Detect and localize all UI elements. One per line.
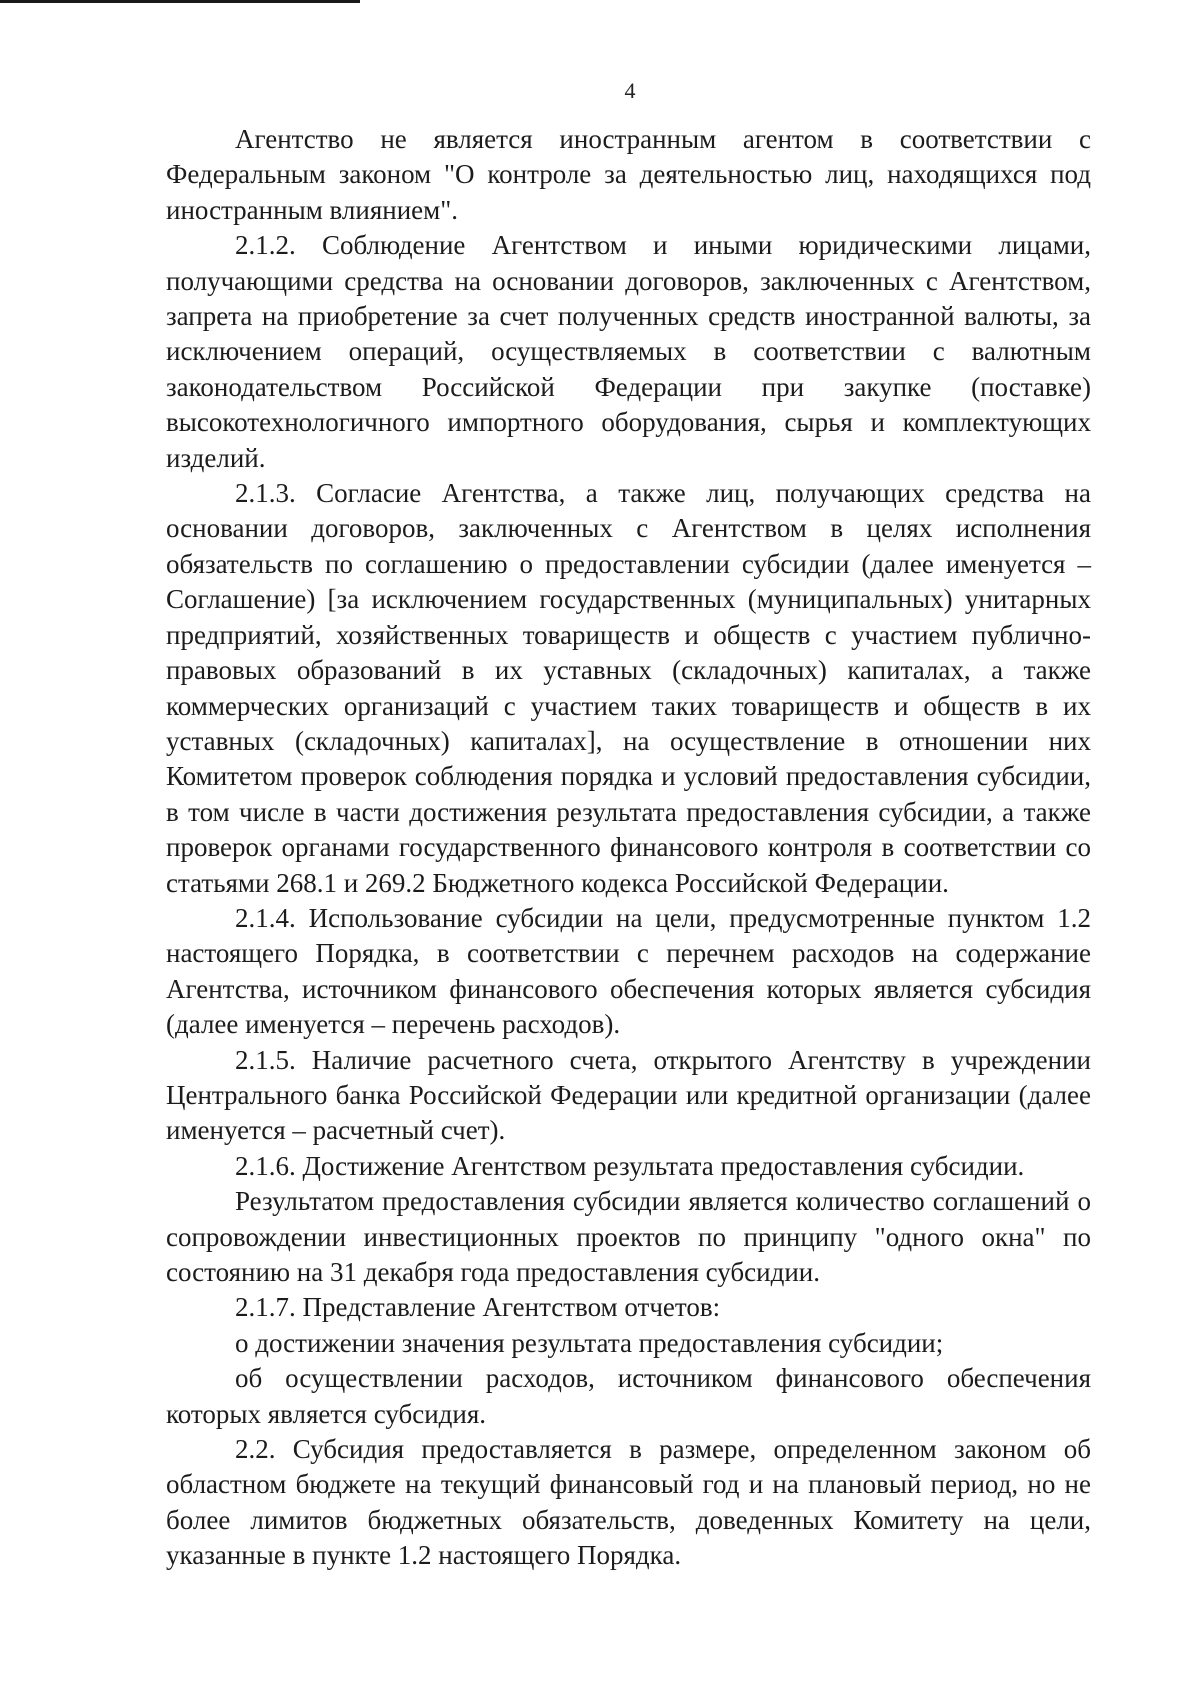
- paragraph-2-2: 2.2. Субсидия предоставляется в размере, определенном законом об областном бюджете на текущий финансовый год и на плановый период, но не более лимитов бюджетных обязательств, доведенных Комитету на цели, указанные в пункте 1.2 настоящего Порядка.: [166, 1434, 1091, 1571]
- paragraph-result: Результатом предоставления субсидии является количество соглашений о сопровождении инвестиционных проектов по принципу "одного окна" по состоянию на 31 декабря года предоставления субсидии.: [166, 1186, 1091, 1287]
- paragraph-2-1-6: 2.1.6. Достижение Агентством результата предоставления субсидии.: [235, 1150, 1025, 1181]
- page-number: 4: [624, 78, 636, 103]
- document-body: [166, 122, 1091, 1574]
- paragraph-report-expenses: об осуществлении расходов, источником финансового обеспечения которых является субсидия.: [166, 1363, 1091, 1429]
- paragraph-2-1-7: 2.1.7. Представление Агентством отчетов:: [235, 1292, 721, 1323]
- paragraph-2-1-2: 2.1.2. Соблюдение Агентством и иными юридическими лицами, получающими средства на основании договоров, заключенных с Агентством, запрета на приобретение за счет полученных средств иностранной валюты, за исключением операций, осуществляемых в соответствии с валютным законодательством Российской Федерации при закупке (поставке) высокотехнологичного импортного оборудования, сырья и комплектующих изделий.: [166, 230, 1091, 473]
- paragraph-2-1-3: 2.1.3. Согласие Агентства, а также лиц, получающих средства на основании договоров, заключенных с Агентством в целях исполнения обязательств по соглашению о предоставлении субсидии (далее именуется – Соглашение) [за исключением государственных (муниципальных) унитарных предприятий, хозяйственных товариществ и обществ с участием публично-правовых образований в их уставных (складочных) капиталах, а также коммерческих организаций с участием таких товариществ и обществ в их уставных (складочных) капиталах], на осуществление в отношении них Комитетом проверок соблюдения порядка и условий предоставления субсидии, в том числе в части достижения результата предоставления субсидии, а также проверок органами государственного финансового контроля в соответствии со статьями 268.1 и 269.2 Бюджетного кодекса Российской Федерации.: [166, 478, 1091, 898]
- paragraph-report-result: о достижении значения результата предоставления субсидии;: [235, 1327, 944, 1358]
- paragraph-2-1-4: 2.1.4. Использование субсидии на цели, предусмотренные пунктом 1.2 настоящего Порядка, в соответствии с перечнем расходов на содержание Агентства, источником финансового обеспечения которых является субсидия (далее именуется – перечень расходов).: [166, 902, 1091, 1040]
- paragraph-foreign-agent: Агентство не является иностранным агентом в соответствии с Федеральным законом "О контроле за деятельностью лиц, находящихся под иностранным влиянием".: [166, 124, 1091, 225]
- paragraph-2-1-5: 2.1.5. Наличие расчетного счета, открытого Агентству в учреждении Центрального банка Российской Федерации или кредитной организации (далее именуется – расчетный счет).: [166, 1044, 1091, 1146]
